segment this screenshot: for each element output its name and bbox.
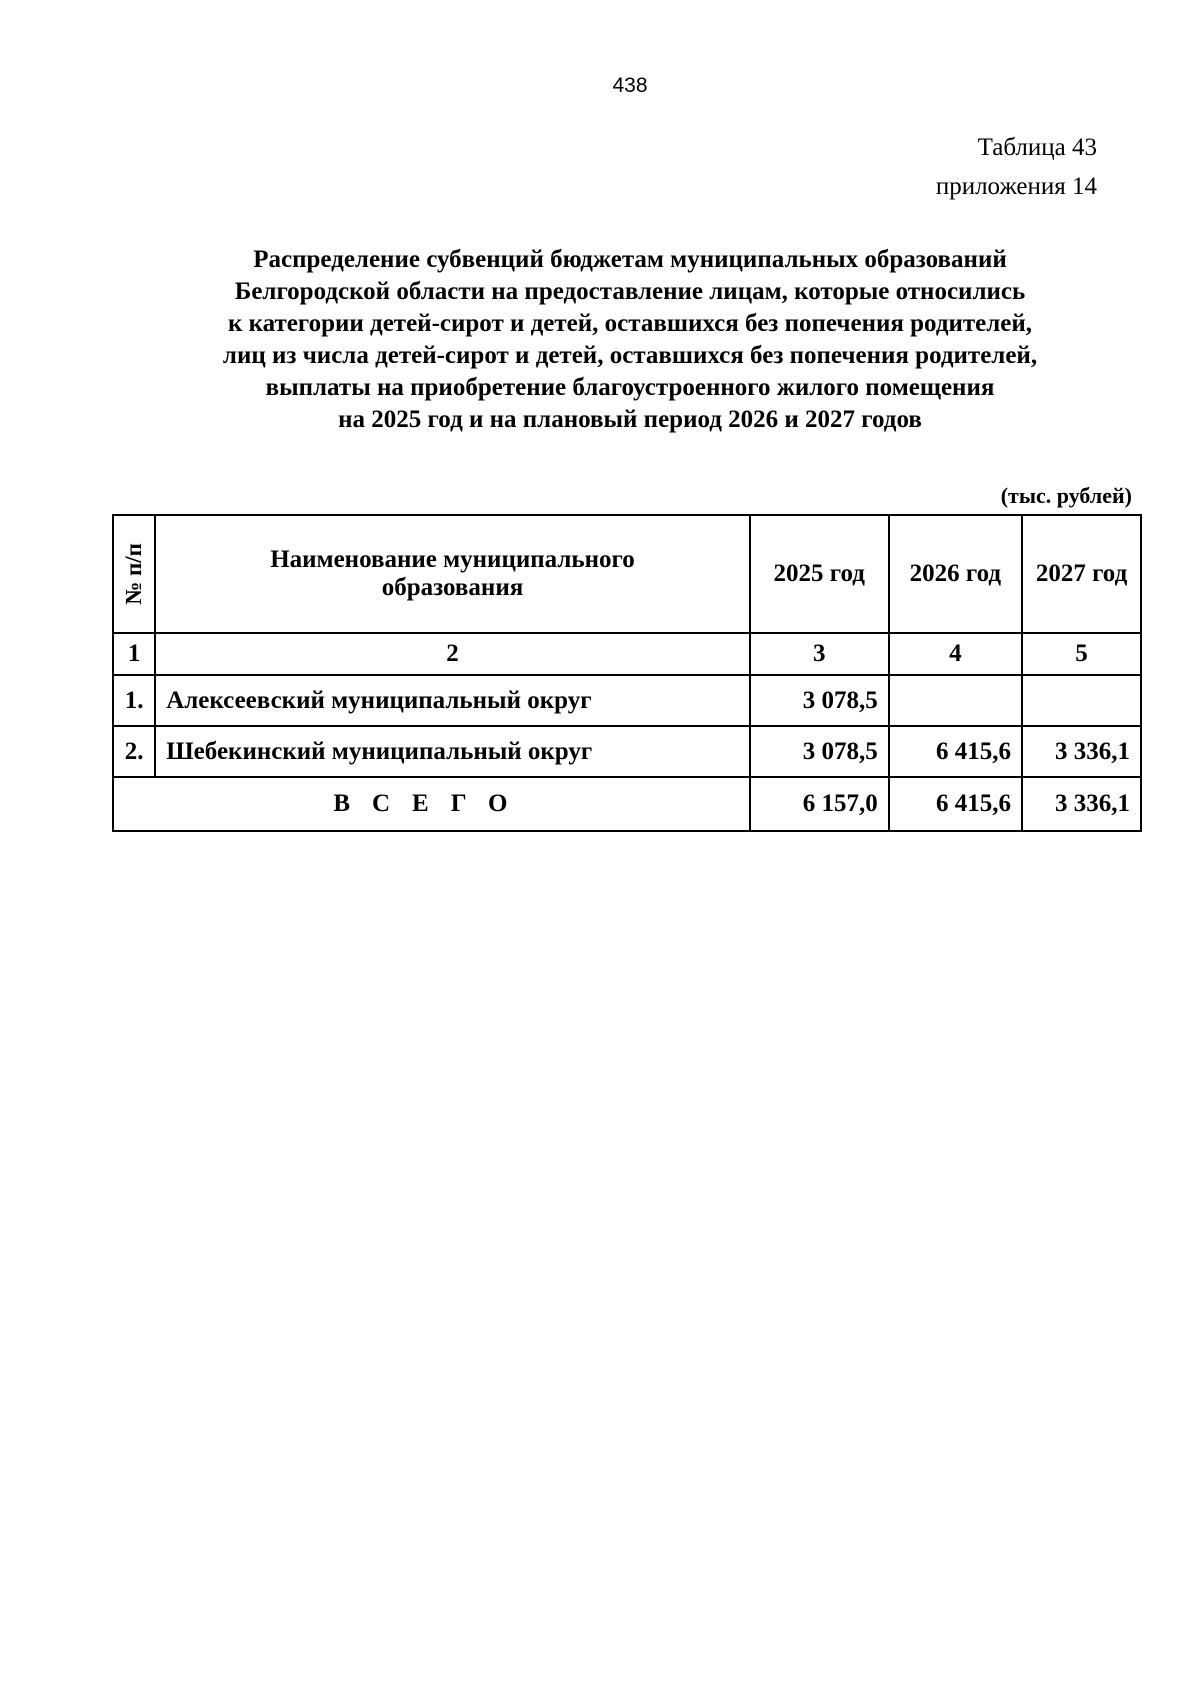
header-2027: 2027 год — [1022, 515, 1141, 633]
column-index: 2 — [155, 633, 750, 675]
table-header-row — [113, 515, 1141, 633]
column-index: 5 — [1022, 633, 1141, 675]
document-title — [110, 244, 1150, 436]
row-number: 2. — [113, 726, 155, 777]
title-line: на 2025 год и на плановый период 2026 и 2027 годов — [338, 406, 922, 433]
table-row — [113, 675, 1141, 726]
municipality-name: Алексеевский муниципальный округ — [155, 675, 750, 726]
units-label: (тыс. рублей) — [1000, 483, 1132, 508]
title-line: Белгородской области на предоставление лицам, которые относились — [234, 278, 1026, 305]
column-index: 3 — [750, 633, 889, 675]
total-2026: 6 415,6 — [889, 777, 1022, 831]
total-label: ВСЕГО — [113, 777, 750, 831]
header-name — [155, 515, 750, 633]
table-row — [113, 726, 1141, 777]
value-2026 — [889, 675, 1022, 726]
table-reference — [936, 128, 1097, 206]
subvention-table — [112, 514, 1142, 832]
header-name-line: Наименование муниципального — [270, 546, 635, 573]
title-line: лиц из числа детей-сирот и детей, оставшихся без попечения родителей, — [222, 342, 1038, 369]
header-2025: 2025 год — [750, 515, 889, 633]
page-number: 438 — [612, 74, 648, 97]
value-2025: 3 078,5 — [750, 726, 889, 777]
title-line: к категории детей-сирот и детей, оставшихся без попечения родителей, — [227, 310, 1033, 337]
column-index-row — [113, 633, 1141, 675]
header-name-line: образования — [381, 574, 524, 601]
annex-reference-line: приложения 14 — [935, 173, 1097, 200]
title-line: выплаты на приобретение благоустроенного жилого помещения — [265, 374, 995, 401]
row-number: 1. — [113, 675, 155, 726]
title-line: Распределение субвенций бюджетам муниципальных образований — [253, 246, 1007, 273]
header-2026: 2026 год — [889, 515, 1022, 633]
column-index: 1 — [113, 633, 155, 675]
value-2027: 3 336,1 — [1022, 726, 1141, 777]
table-reference-line: Таблица 43 — [977, 134, 1097, 161]
value-2026: 6 415,6 — [889, 726, 1022, 777]
value-2025: 3 078,5 — [750, 675, 889, 726]
total-row — [113, 777, 1141, 831]
header-number-label: № п/п — [121, 543, 147, 605]
municipality-name: Шебекинский муниципальный округ — [155, 726, 750, 777]
header-number — [113, 515, 155, 633]
total-2025: 6 157,0 — [750, 777, 889, 831]
column-index: 4 — [889, 633, 1022, 675]
total-2027: 3 336,1 — [1022, 777, 1141, 831]
value-2027 — [1022, 675, 1141, 726]
